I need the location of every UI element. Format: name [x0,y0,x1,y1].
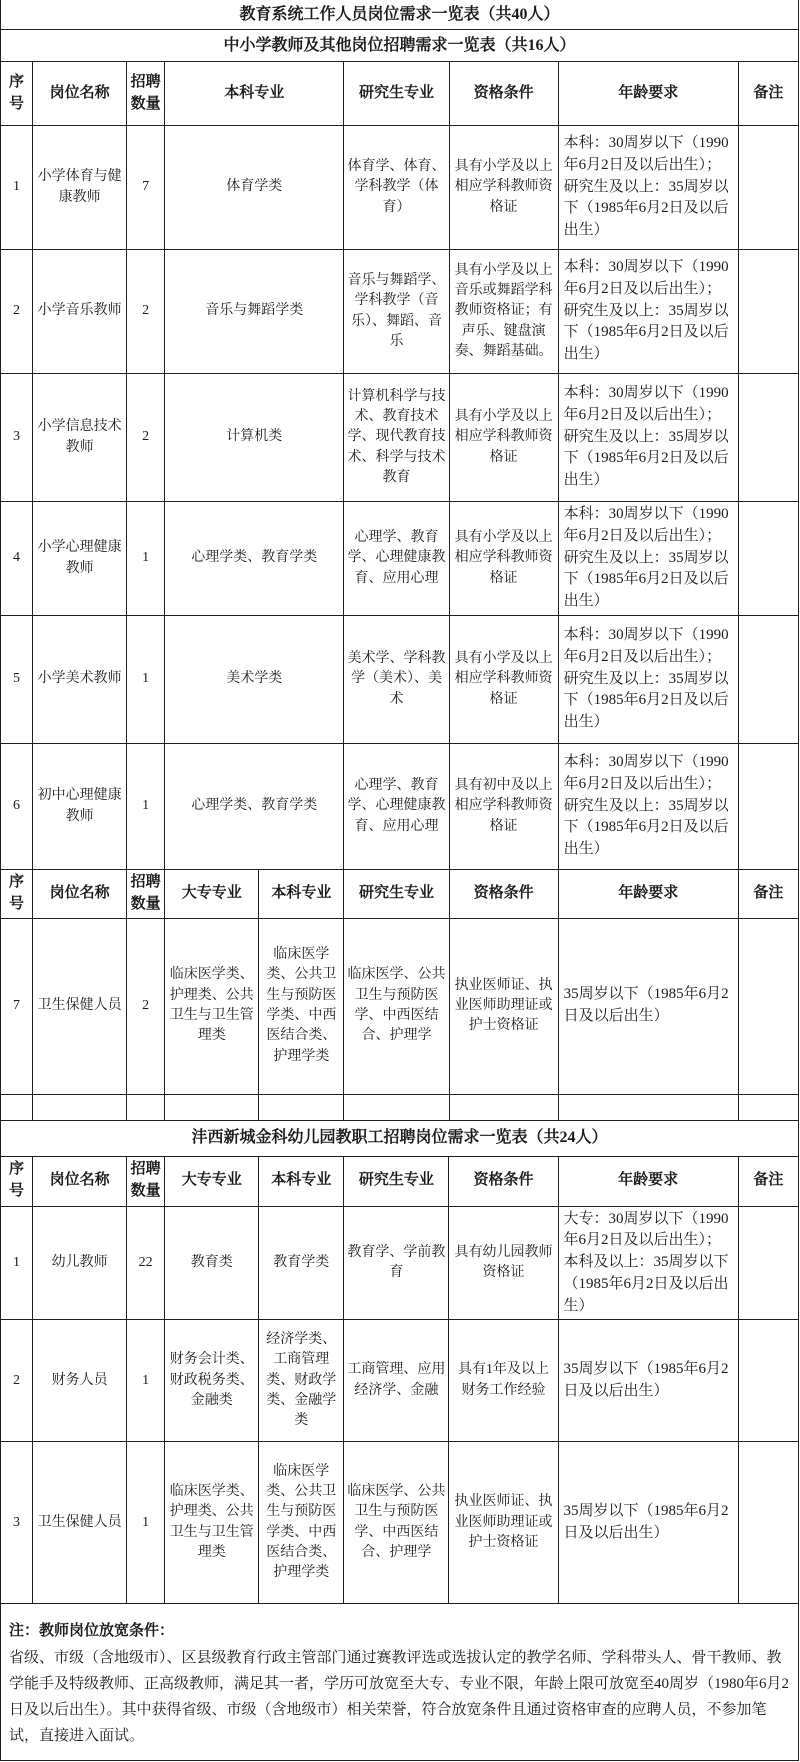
health-staff-table [0,869,799,1121]
table-row [1,1442,799,1604]
cell-graduate-major: 美术学、学科教学（美术）、美术 [344,616,449,744]
cell-remark [738,616,798,744]
table-row [1,918,799,1094]
section1-header-row [1,62,799,126]
cell-position: 财务人员 [33,1320,127,1442]
column-header-bachelor-major: 本科专业 [165,62,344,126]
cell-bachelor-major: 美术学类 [165,616,344,744]
cell-age-requirement: 大专：30周岁以下（1990年6月2日及以后出生）；本科及以上：35周岁以下（1985年6月2日及以后出生） [558,1206,738,1320]
cell-age-requirement: 本科：30周岁以下（1990年6月2日及以后出生）；研究生及以上：35周岁以下（1985年6月2日及以后出生） [558,250,738,374]
empty-cell [33,1094,127,1120]
cell-serial: 3 [1,1442,33,1604]
cell-age-requirement: 本科：30周岁以下（1990年6月2日及以后出生）；研究生及以上：35周岁以下（1985年6月2日及以后出生） [558,374,738,502]
section3-title: 沣西新城金科幼儿园教职工招聘岗位需求一览表（共24人） [1,1120,799,1156]
cell-remark [738,374,798,502]
teachers-table [0,0,799,870]
table-row [1,374,799,502]
cell-associate-major: 财务会计类、财政税务类、金融类 [165,1320,259,1442]
cell-qualification: 具有1年及以上财务工作经验 [449,1320,558,1442]
cell-qualification: 具有小学及以上相应学科教师资格证 [449,616,558,744]
cell-qualification: 执业医师证、执业医师助理证或护士资格证 [449,918,558,1094]
empty-cell [1,1094,33,1120]
column-header-graduate-major: 研究生专业 [344,1156,449,1206]
cell-graduate-major: 心理学、教育学、心理健康教育、应用心理 [344,744,449,870]
empty-cell [558,1094,738,1120]
section2-header-row [1,870,799,919]
cell-qualification: 执业医师证、执业医师助理证或护士资格证 [449,1442,558,1604]
cell-remark [738,502,798,616]
cell-headcount: 1 [127,744,165,870]
cell-qualification: 具有小学及以上相应学科教师资格证 [449,374,558,502]
cell-position: 卫生保健人员 [33,918,127,1094]
footnote-box [0,1603,799,1760]
cell-serial: 1 [1,1206,33,1320]
empty-cell [259,1094,344,1120]
column-header-remark: 备注 [738,62,798,126]
cell-position: 幼儿教师 [33,1206,127,1320]
table-row [1,744,799,870]
cell-remark [738,1320,798,1442]
cell-age-requirement: 35周岁以下（1985年6月2日及以后出生） [558,1320,738,1442]
empty-cell [127,1094,165,1120]
column-header-age: 年龄要求 [558,870,738,919]
cell-headcount: 1 [127,1320,165,1442]
cell-graduate-major: 工商管理、应用经济学、金融 [344,1320,449,1442]
cell-age-requirement: 本科：30周岁以下（1990年6月2日及以后出生）；研究生及以上：35周岁以下（1985年6月2日及以后出生） [558,126,738,250]
cell-position: 卫生保健人员 [33,1442,127,1604]
cell-headcount: 22 [127,1206,165,1320]
cell-serial: 3 [1,374,33,502]
page-title: 教育系统工作人员岗位需求一览表（共40人） [1,0,799,30]
cell-graduate-major: 体育学、体育、学科教学（体育） [344,126,449,250]
empty-cell [738,1094,798,1120]
cell-graduate-major: 教育学、学前教育 [344,1206,449,1320]
empty-cell [449,1094,558,1120]
column-header-headcount: 招聘数量 [127,870,165,919]
cell-serial: 4 [1,502,33,616]
cell-bachelor-major: 体育学类 [165,126,344,250]
cell-graduate-major: 音乐与舞蹈学、学科教学（音乐）、舞蹈、音乐 [344,250,449,374]
cell-headcount: 2 [127,250,165,374]
cell-headcount: 1 [127,616,165,744]
column-header-associate-major: 大专专业 [165,870,259,919]
cell-headcount: 2 [127,374,165,502]
cell-serial: 2 [1,250,33,374]
cell-bachelor-major: 教育学类 [259,1206,344,1320]
cell-position: 初中心理健康教师 [33,744,127,870]
column-header-bachelor-major: 本科专业 [259,870,344,919]
cell-age-requirement: 本科：30周岁以下（1990年6月2日及以后出生）；研究生及以上：35周岁以下（1985年6月2日及以后出生） [558,744,738,870]
column-header-serial: 序号 [1,1156,33,1206]
cell-bachelor-major: 经济学类、工商管理类、财政学类、金融学类 [259,1320,344,1442]
cell-position: 小学体育与健康教师 [33,126,127,250]
cell-serial: 1 [1,126,33,250]
cell-graduate-major: 计算机科学与技术、教育技术学、现代教育技术、科学与技术教育 [344,374,449,502]
cell-bachelor-major: 心理学类、教育学类 [165,744,344,870]
cell-remark [738,126,798,250]
cell-headcount: 2 [127,918,165,1094]
column-header-associate-major: 大专专业 [165,1156,259,1206]
cell-serial: 6 [1,744,33,870]
column-header-position: 岗位名称 [33,870,127,919]
cell-bachelor-major: 心理学类、教育学类 [165,502,344,616]
cell-headcount: 1 [127,502,165,616]
cell-remark [738,1206,798,1320]
cell-associate-major: 临床医学类、护理类、公共卫生与卫生管理类 [165,918,259,1094]
empty-cell [344,1094,449,1120]
column-header-serial: 序号 [1,870,33,919]
table-row [1,250,799,374]
cell-qualification: 具有小学及以上相应学科教师资格证 [449,126,558,250]
cell-remark [738,250,798,374]
table-row [1,502,799,616]
column-header-qualification: 资格条件 [449,1156,558,1206]
cell-age-requirement: 本科：30周岁以下（1990年6月2日及以后出生）；研究生及以上：35周岁以下（1985年6月2日及以后出生） [558,502,738,616]
cell-associate-major: 临床医学类、护理类、公共卫生与卫生管理类 [165,1442,259,1604]
column-header-qualification: 资格条件 [449,62,558,126]
cell-headcount: 1 [127,1442,165,1604]
column-header-age: 年龄要求 [558,62,738,126]
cell-graduate-major: 心理学、教育学、心理健康教育、应用心理 [344,502,449,616]
column-header-serial: 序号 [1,62,33,126]
cell-graduate-major: 临床医学、公共卫生与预防医学、中西医结合、护理学 [344,1442,449,1604]
cell-bachelor-major: 音乐与舞蹈学类 [165,250,344,374]
cell-graduate-major: 临床医学、公共卫生与预防医学、中西医结合、护理学 [344,918,449,1094]
cell-qualification: 具有幼儿园教师资格证 [449,1206,558,1320]
cell-remark [738,744,798,870]
column-header-position: 岗位名称 [33,62,127,126]
column-header-headcount: 招聘数量 [127,1156,165,1206]
column-header-remark: 备注 [738,1156,798,1206]
cell-associate-major: 教育类 [165,1206,259,1320]
cell-qualification: 具有小学及以上音乐或舞蹈学科教师资格证；有声乐、键盘演奏、舞蹈基础。 [449,250,558,374]
cell-bachelor-major: 临床医学类、公共卫生与预防医学类、中西医结合类、护理学类 [259,918,344,1094]
cell-bachelor-major: 计算机类 [165,374,344,502]
column-header-qualification: 资格条件 [449,870,558,919]
kindergarten-table [0,1120,799,1605]
cell-remark [738,918,798,1094]
cell-remark [738,1442,798,1604]
column-header-age: 年龄要求 [558,1156,738,1206]
column-header-graduate-major: 研究生专业 [344,870,449,919]
section1-title: 中小学教师及其他岗位招聘需求一览表（共16人） [1,30,799,62]
empty-row [1,1094,799,1120]
column-header-position: 岗位名称 [33,1156,127,1206]
cell-position: 小学音乐教师 [33,250,127,374]
cell-serial: 7 [1,918,33,1094]
table-row [1,1320,799,1442]
column-header-bachelor-major: 本科专业 [259,1156,344,1206]
cell-qualification: 具有小学及以上相应学科教师资格证 [449,502,558,616]
table-row [1,1206,799,1320]
cell-serial: 5 [1,616,33,744]
cell-headcount: 7 [127,126,165,250]
cell-bachelor-major: 临床医学类、公共卫生与预防医学类、中西医结合类、护理学类 [259,1442,344,1604]
column-header-headcount: 招聘数量 [127,62,165,126]
cell-age-requirement: 本科：30周岁以下（1990年6月2日及以后出生）；研究生及以上：35周岁以下（1985年6月2日及以后出生） [558,616,738,744]
empty-cell [165,1094,259,1120]
cell-position: 小学美术教师 [33,616,127,744]
cell-qualification: 具有初中及以上相应学科教师资格证 [449,744,558,870]
table-row [1,616,799,744]
footnote-body: 省级、市级（含地级市）、区县级教育行政主管部门通过赛教评选或选拔认定的教学名师、学科带头人、骨干教师、教学能手及特级教师、正高级教师，满足其一者，学历可放宽至大专、专业不限，年龄上限可放宽至40周岁（1980年6月2日及以后出生）。其中获得省级、市级（含地级市）相关荣誉，符合放宽条件且通过资格审查的应聘人员，不参加笔试，直接进入面试。 [9,1649,790,1745]
section3-header-row [1,1156,799,1206]
column-header-graduate-major: 研究生专业 [344,62,449,126]
cell-serial: 2 [1,1320,33,1442]
cell-age-requirement: 35周岁以下（1985年6月2日及以后出生） [558,1442,738,1604]
cell-position: 小学心理健康教师 [33,502,127,616]
table-row [1,126,799,250]
footnote-heading: 注：教师岗位放宽条件： [9,1623,175,1640]
column-header-remark: 备注 [738,870,798,919]
cell-age-requirement: 35周岁以下（1985年6月2日及以后出生） [558,918,738,1094]
cell-position: 小学信息技术教师 [33,374,127,502]
